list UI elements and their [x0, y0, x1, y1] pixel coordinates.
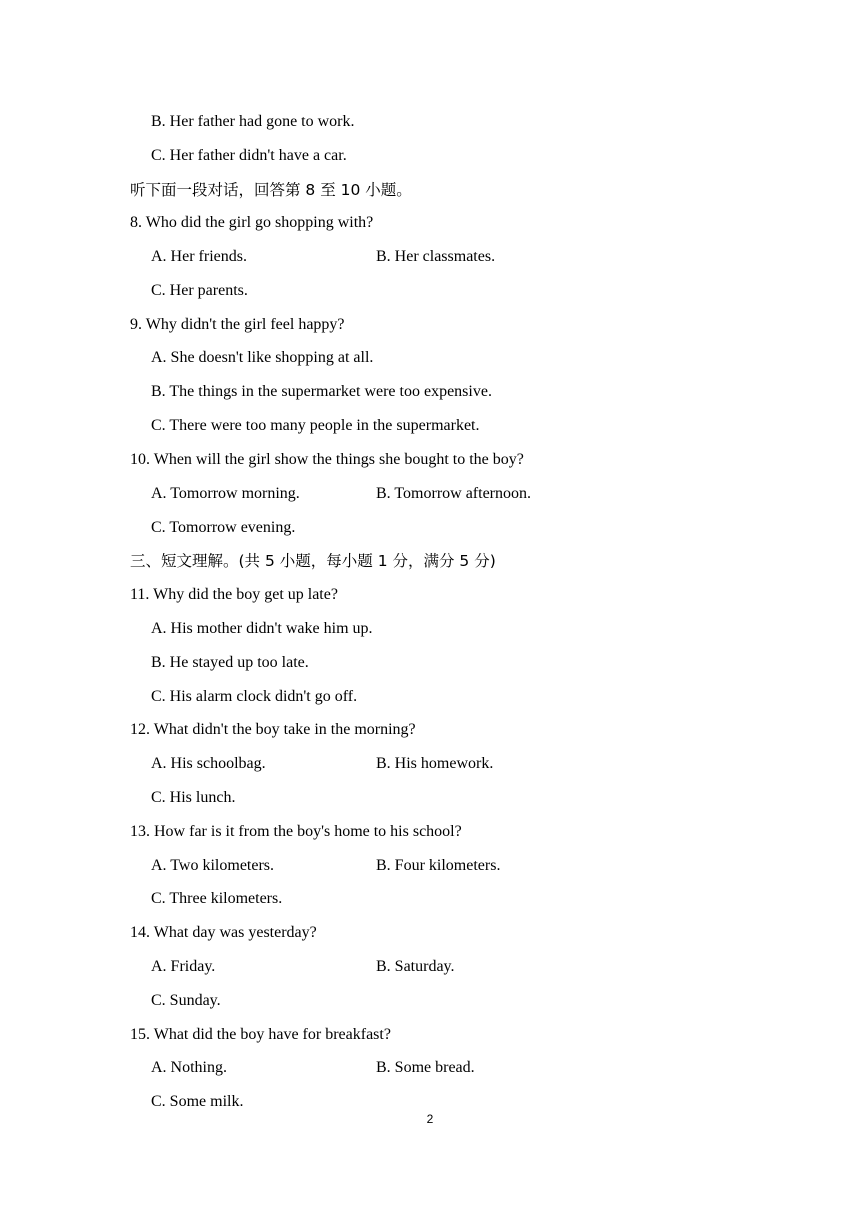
option-a-q10: A. Tomorrow morning. — [151, 485, 300, 502]
option-c-q12: C. His lunch. — [151, 789, 236, 806]
option-b-q10: B. Tomorrow afternoon. — [376, 485, 531, 502]
option-b-q8: B. Her classmates. — [376, 248, 496, 265]
option-b-q14: B. Saturday. — [376, 958, 455, 975]
option-c-q9: C. There were too many people in the supermarket. — [151, 417, 480, 434]
section-instruction-q8-10: 听下面一段对话，回答第 8 至 10 小题。 — [130, 181, 412, 199]
option-b-q9: B. The things in the supermarket were too expensive. — [151, 383, 492, 400]
option-b-q11: B. He stayed up too late. — [151, 654, 309, 671]
question-10: 10. When will the girl show the things she bought to the boy? — [130, 451, 524, 468]
option-b-q13: B. Four kilometers. — [376, 857, 501, 874]
page-number: 2 — [426, 1112, 434, 1126]
option-c-q15: C. Some milk. — [151, 1093, 244, 1110]
option-c-q10: C. Tomorrow evening. — [151, 519, 296, 536]
question-12: 12. What didn't the boy take in the morning? — [130, 721, 416, 738]
option-a-q12: A. His schoolbag. — [151, 755, 266, 772]
option-b-q15: B. Some bread. — [376, 1059, 475, 1076]
option-b-q12: B. His homework. — [376, 755, 494, 772]
section-heading-3: 三、短文理解。(共 5 小题，每小题 1 分，满分 5 分) — [130, 552, 496, 570]
question-14: 14. What day was yesterday? — [130, 924, 317, 941]
option-a-q8: A. Her friends. — [151, 248, 247, 265]
option-c-q8: C. Her parents. — [151, 282, 248, 299]
option-c-q7: C. Her father didn't have a car. — [151, 147, 347, 164]
option-a-q11: A. His mother didn't wake him up. — [151, 620, 373, 637]
question-9: 9. Why didn't the girl feel happy? — [130, 316, 345, 333]
option-a-q9: A. She doesn't like shopping at all. — [151, 349, 374, 366]
option-a-q13: A. Two kilometers. — [151, 857, 275, 874]
option-c-q14: C. Sunday. — [151, 992, 221, 1009]
option-a-q14: A. Friday. — [151, 958, 216, 975]
option-c-q11: C. His alarm clock didn't go off. — [151, 688, 358, 705]
question-11: 11. Why did the boy get up late? — [130, 586, 338, 603]
question-15: 15. What did the boy have for breakfast? — [130, 1026, 391, 1043]
option-b-q7: B. Her father had gone to work. — [151, 113, 355, 130]
question-8: 8. Who did the girl go shopping with? — [130, 214, 374, 231]
option-a-q15: A. Nothing. — [151, 1059, 227, 1076]
question-13: 13. How far is it from the boy's home to his school? — [130, 823, 462, 840]
option-c-q13: C. Three kilometers. — [151, 890, 283, 907]
